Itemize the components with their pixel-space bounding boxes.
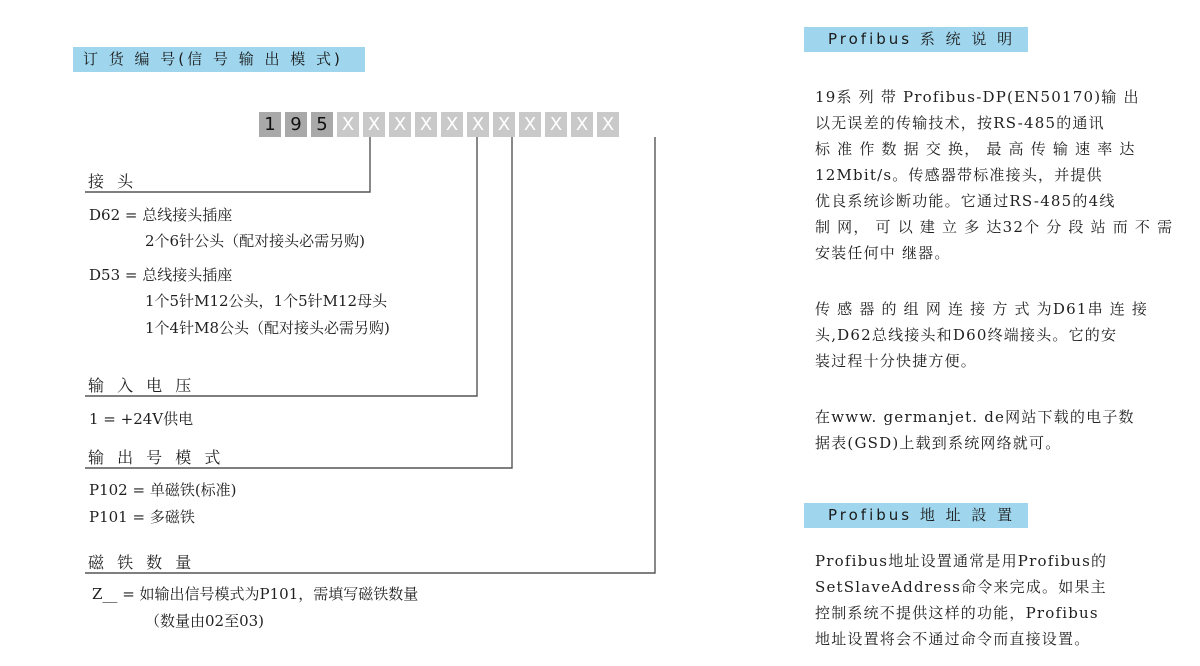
spec-line: Z__ = 如输出信号模式为P101，需填写磁铁数量 [92, 585, 419, 603]
spec-line: 1个5针M12公头，1个5针M12母头 [145, 292, 388, 310]
text-line: 地址设置将会不通过命令而直接设置。 [815, 630, 1091, 648]
section-title-connector: 接 头 [88, 172, 138, 191]
text-line: 在www. germanjet. de网站下载的电子数 [815, 408, 1135, 426]
code-box: X [337, 112, 359, 137]
code-box: X [545, 112, 567, 137]
text-line: Profibus地址设置通常是用Profibus的 [815, 552, 1108, 570]
text-line: 控制系统不提供这样的功能，Profibus [815, 604, 1099, 622]
code-box: X [571, 112, 593, 137]
code-box: X [389, 112, 411, 137]
code-box: X [519, 112, 541, 137]
code-box: X [467, 112, 489, 137]
code-box: X [597, 112, 619, 137]
spec-line: P101 = 多磁铁 [89, 508, 195, 526]
spec-line: D62 = 总线接头插座 [89, 206, 233, 224]
text-line: 据表(GSD)上载到系统网络就可。 [815, 434, 1062, 452]
system-paragraph-1 [815, 84, 1174, 266]
text-line: 传 感 器 的 组 网 连 接 方 式 为D61串 连 接 [815, 300, 1149, 318]
code-box: 9 [285, 112, 307, 137]
address-paragraph [815, 548, 1165, 652]
text-line: 安装任何中 继器。 [815, 244, 951, 262]
text-line: 以无误差的传输技术，按RS-485的通讯 [815, 114, 1105, 132]
spec-line: P102 = 单磁铁(标准) [89, 481, 237, 499]
code-box: 5 [311, 112, 333, 137]
code-box: X [415, 112, 437, 137]
spec-line: D53 = 总线接头插座 [89, 266, 233, 284]
section-title-output-mode: 输 出 号 模 式 [88, 448, 225, 467]
text-line: 标 准 作 数 据 交 换， 最 高 传 输 速 率 达 [815, 140, 1136, 158]
section-title-input-voltage: 输 入 电 压 [88, 376, 196, 395]
system-paragraph-2 [815, 296, 1165, 374]
code-box: X [441, 112, 463, 137]
code-box: X [363, 112, 385, 137]
code-box: X [493, 112, 515, 137]
system-paragraph-3 [815, 404, 1165, 456]
spec-line: 2个6针公头（配对接头必需另购) [145, 232, 365, 250]
text-line: 装过程十分快捷方便。 [815, 352, 978, 370]
order-code-header: 订 货 编 号(信 号 输 出 模 式) [73, 47, 365, 72]
text-line: 头,D62总线接头和D60终端接头。它的安 [815, 326, 1118, 344]
text-line: 优良系统诊断功能。它通过RS-485的4线 [815, 192, 1116, 210]
spec-line: 1 = +24V供电 [89, 410, 194, 428]
profibus-address-header: Profibus 地 址 設 置 [804, 503, 1028, 528]
code-box: 1 [259, 112, 281, 137]
text-line: SetSlaveAddress命令来完成。如果主 [815, 578, 1107, 596]
spec-line: 1个4针M8公头（配对接头必需另购) [145, 319, 390, 337]
text-line: 制 网， 可 以 建 立 多 达32个 分 段 站 而 不 需 [815, 218, 1174, 236]
text-line: 12Mbit/s。传感器带标准接头，并提供 [815, 166, 1103, 184]
text-line: 19系 列 带 Profibus-DP(EN50170)输 出 [815, 88, 1140, 106]
section-title-magnet-count: 磁 铁 数 量 [88, 553, 196, 572]
profibus-system-header: Profibus 系 统 说 明 [804, 27, 1028, 52]
spec-line: （数量由02至03) [145, 612, 265, 630]
